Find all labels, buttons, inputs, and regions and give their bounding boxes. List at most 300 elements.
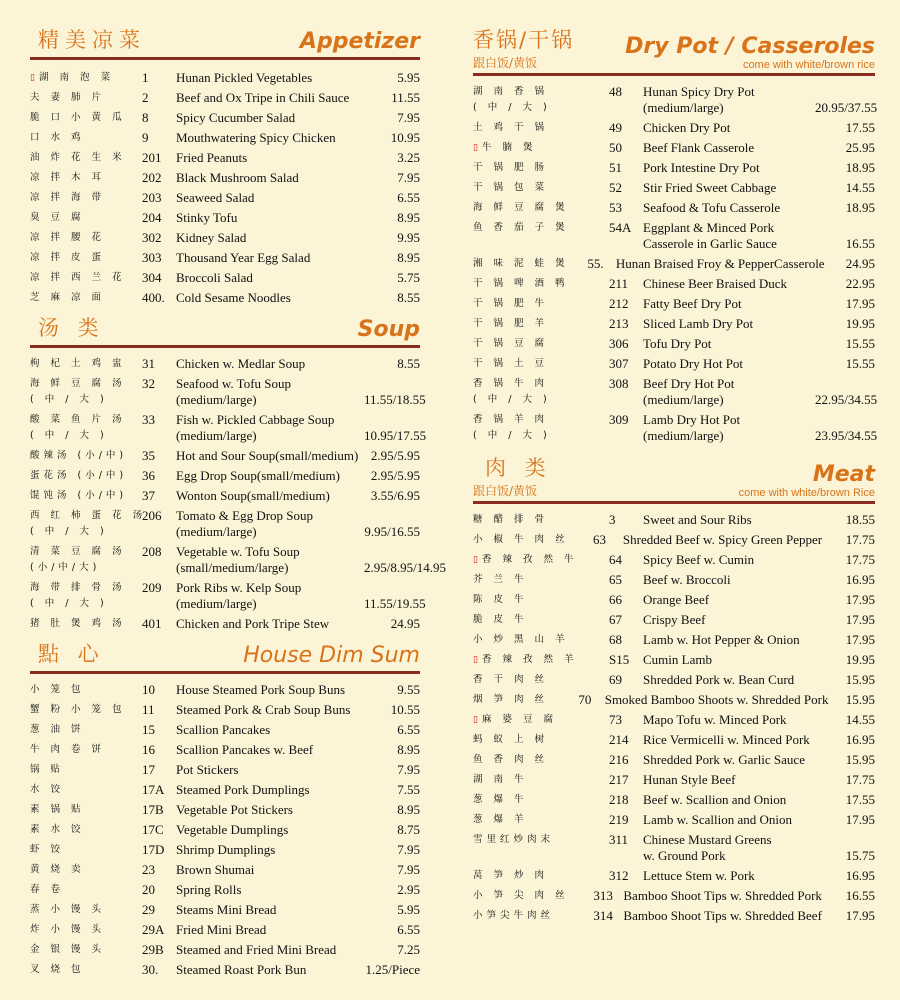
soup-list (30, 354, 446, 634)
menu-item-row (473, 294, 875, 314)
item-chinese-name-text: 枸 杞 土 鸡 盅 (30, 358, 126, 369)
menu-item-row (473, 138, 875, 158)
item-chinese-name-text: 水 饺 (30, 784, 65, 795)
item-chinese-name-text: 夫 妻 肺 片 (30, 92, 106, 103)
item-english-name-text: Sliced Lamb Dry Pot (643, 316, 754, 331)
menu-item-row (473, 82, 878, 118)
item-chinese-name (30, 960, 142, 980)
item-chinese-name (473, 254, 587, 274)
item-english-name-line2: (medium/large) (643, 100, 724, 115)
item-english-name-text: Bamboo Shoot Tips w. Shredded Beef (623, 908, 822, 923)
item-chinese-name-text: 蚂 蚁 上 树 (473, 734, 549, 745)
menu-item-row (30, 466, 420, 486)
item-chinese-name (30, 288, 142, 308)
item-english-name (643, 376, 815, 408)
menu-item-row (473, 810, 875, 830)
item-english-name (643, 510, 815, 530)
menu-item-row (473, 770, 875, 790)
item-chinese-name (30, 354, 142, 374)
item-english-name-text: Spicy Cucumber Salad (176, 110, 296, 125)
item-chinese-name (30, 760, 142, 780)
menu-item-row (30, 248, 420, 268)
item-chinese-name-text: 湖 南 牛 (473, 774, 528, 785)
item-english-name-text: Scallion Pancakes w. Beef (176, 742, 314, 757)
item-english-name (176, 228, 364, 248)
item-number: 214 (609, 732, 629, 747)
item-chinese-name-text: 海 鲜 豆 腐 汤 (30, 378, 126, 389)
item-price: 8.55 (397, 356, 420, 371)
item-chinese-name (473, 710, 609, 730)
item-english-name-text: Eggplant & Minced Pork (643, 220, 775, 235)
item-number: 213 (609, 316, 629, 331)
item-number: 312 (609, 868, 629, 883)
item-english-name (643, 412, 815, 444)
item-english-name-text: Hunan Braised Froy & PepperCasserole (615, 256, 825, 271)
item-english-name-text: Hunan Pickled Vegetables (176, 70, 313, 85)
item-chinese-name (473, 866, 609, 886)
item-price: 9.95/16.55 (364, 524, 420, 539)
menu-item-row (473, 610, 875, 630)
item-chinese-name-text: 叉 烧 包 (30, 964, 85, 975)
item-english-name (176, 800, 364, 820)
item-price: 22.95/34.55 (815, 392, 878, 407)
item-english-name-text: Seafood w. Tofu Soup (176, 376, 292, 391)
item-number: 208 (142, 544, 162, 559)
item-number: 11 (142, 702, 155, 717)
item-english-name-text: Vegetable Pot Stickers (176, 802, 293, 817)
item-chinese-name (473, 832, 609, 848)
drypot-header (473, 24, 875, 71)
item-chinese-name-text: 葱 爆 羊 (473, 814, 528, 825)
item-price: 2.95/5.95 (370, 468, 420, 483)
spicy-marker-icon: ▯ (473, 555, 482, 565)
item-english-name (643, 198, 815, 218)
item-english-name (643, 790, 815, 810)
soup-rule (30, 345, 420, 348)
item-english-name (643, 670, 815, 690)
item-chinese-name (30, 168, 142, 188)
item-chinese-name-text: 鱼 香 肉 丝 (473, 754, 549, 765)
item-price: 7.25 (397, 942, 420, 957)
menu-item-row (30, 68, 420, 88)
item-english-name (176, 614, 364, 634)
item-price: 16.95 (845, 572, 875, 587)
item-english-name (176, 128, 364, 148)
item-price: 6.55 (397, 922, 420, 937)
item-english-name (176, 700, 364, 720)
item-price: 11.55/19.55 (364, 596, 426, 611)
item-english-name (176, 940, 364, 960)
item-number: S15 (609, 652, 630, 667)
item-price: 17.95 (845, 812, 875, 827)
item-chinese-name-text: 炸 小 馒 头 (30, 924, 106, 935)
item-number: 219 (609, 812, 629, 827)
item-chinese-name-text: 凉 拌 海 带 (30, 192, 106, 203)
menu-item-row (473, 158, 875, 178)
soup-title-cn: 汤 类 (38, 316, 105, 340)
item-chinese-name-text: 香 辣 孜 然 羊 (481, 654, 578, 665)
menu-item-row (473, 906, 875, 926)
menu-item-row (30, 168, 420, 188)
item-chinese-name-text: 牛 腩 煲 (481, 142, 537, 153)
item-english-name-text: Seaweed Salad (176, 190, 255, 205)
item-english-name (643, 158, 815, 178)
item-english-name-text: Steamed and Fried Mini Bread (176, 942, 337, 957)
item-chinese-name (473, 510, 609, 530)
menu-item-row (30, 228, 420, 248)
menu-item-row (30, 880, 420, 900)
menu-item-row (473, 334, 875, 354)
item-price: 2.95/8.95/14.95 (364, 560, 446, 575)
item-price: 7.95 (397, 862, 420, 877)
item-chinese-name-text: 蛋花汤 (小/中) (30, 470, 128, 481)
item-english-name-text: Seafood & Tofu Casserole (643, 200, 781, 215)
item-number: 218 (609, 792, 629, 807)
dimsum-title-en: House Dim Sum (243, 643, 420, 668)
menu-item-row (473, 198, 875, 218)
item-price: 17.55 (845, 792, 875, 807)
item-number: 202 (142, 170, 162, 185)
item-english-name-line2: (medium/large) (176, 524, 257, 539)
item-english-name (176, 168, 364, 188)
item-price: 25.95 (845, 140, 875, 155)
item-chinese-name (30, 680, 142, 700)
item-number: 309 (609, 412, 629, 427)
item-english-name (176, 108, 364, 128)
item-price: 17.95 (845, 296, 875, 311)
item-english-name-text: Pork Intestine Dry Pot (643, 160, 760, 175)
drypot-list (473, 82, 878, 446)
item-english-name-line2: (small/medium/large) (176, 560, 289, 575)
item-chinese-name-text: 香 辣 孜 然 牛 (481, 554, 578, 565)
item-chinese-name-text: 陈 皮 牛 (473, 594, 528, 605)
item-chinese-name (473, 886, 593, 906)
item-english-name-text: Chicken Dry Pot (643, 120, 731, 135)
item-english-name-text: Lamb w. Scallion and Onion (643, 812, 792, 827)
item-english-name (643, 314, 815, 334)
item-price: 8.95 (397, 250, 420, 265)
menu-item-row (473, 178, 875, 198)
item-english-name (643, 550, 815, 570)
item-price: 18.95 (845, 200, 875, 215)
item-price: 15.55 (845, 336, 875, 351)
item-english-name (176, 466, 364, 486)
item-english-name-text: Beef w. Scallion and Onion (643, 792, 787, 807)
item-price: 11.55/18.55 (364, 392, 426, 407)
menu-item-row (473, 886, 875, 906)
menu-item-row (473, 730, 875, 750)
item-chinese-name-text: 小笋尖牛肉丝 (473, 910, 555, 921)
item-chinese-size: ( 中 / 大 ) (30, 430, 108, 441)
item-price: 11.55 (391, 90, 420, 105)
item-chinese-size: ( 中 / 大 ) (30, 526, 108, 537)
item-price: 10.55 (390, 702, 420, 717)
item-chinese-name (473, 590, 609, 610)
item-price: 7.95 (397, 170, 420, 185)
item-english-name (176, 900, 364, 920)
appetizer-rule (30, 57, 420, 60)
item-english-name (176, 446, 364, 466)
item-price: 5.95 (397, 902, 420, 917)
item-price: 17.75 (845, 552, 875, 567)
item-price: 16.55 (845, 888, 875, 903)
item-price: 7.55 (397, 782, 420, 797)
item-english-name (643, 810, 815, 830)
menu-item-row (30, 446, 420, 466)
menu-item-row (30, 88, 420, 108)
item-price: 10.95/17.55 (364, 428, 427, 443)
item-chinese-name (473, 570, 609, 590)
item-price: 24.95 (845, 256, 875, 271)
item-chinese-name (473, 274, 609, 294)
item-chinese-name-text: 酸辣汤 (小/中) (30, 450, 128, 461)
item-english-name (176, 840, 364, 860)
item-chinese-name (30, 376, 142, 408)
item-english-name-line2: (medium/large) (643, 428, 724, 443)
item-chinese-name-text: 海 鲜 豆 腐 煲 (473, 202, 569, 213)
item-chinese-name (30, 740, 142, 760)
item-chinese-name-text: 小 笼 包 (30, 684, 85, 695)
item-chinese-name-text: 湘 味 泥 蛙 煲 (473, 258, 569, 269)
item-number: 211 (609, 276, 629, 291)
item-number: 3 (609, 512, 616, 527)
item-price: 17.75 (845, 532, 875, 547)
item-english-name (605, 690, 829, 710)
item-number: 216 (609, 752, 629, 767)
item-english-name-text: Egg Drop Soup(small/medium) (176, 468, 340, 483)
item-chinese-name (30, 412, 142, 444)
item-chinese-name-text: 蟹 粉 小 笼 包 (30, 704, 126, 715)
item-number: 53 (609, 200, 622, 215)
meat-title-en: Meat (812, 462, 875, 487)
item-number: 30. (142, 962, 159, 977)
item-chinese-name (30, 780, 142, 800)
menu-item-row (30, 900, 420, 920)
spicy-marker-icon: ▯ (473, 143, 482, 153)
item-price: 5.95 (397, 70, 420, 85)
item-number: 23 (142, 862, 155, 877)
menu-item-row (473, 354, 875, 374)
menu-item-row (30, 354, 420, 374)
item-number: 63 (592, 532, 606, 547)
item-chinese-name-text: 香 锅 羊 肉 (473, 414, 549, 425)
item-english-name-text: Fried Mini Bread (176, 922, 267, 937)
item-english-name-text: Orange Beef (643, 592, 710, 607)
item-price: 15.95 (845, 672, 875, 687)
item-number: 203 (142, 190, 162, 205)
item-english-name (176, 544, 364, 576)
item-chinese-name (473, 670, 609, 690)
item-chinese-name-text: 凉 拌 木 耳 (30, 172, 106, 183)
menu-item-row (30, 840, 420, 860)
menu-item-row (30, 680, 420, 700)
menu-item-row (473, 374, 878, 410)
item-english-name-text: Stir Fried Sweet Cabbage (643, 180, 777, 195)
item-english-name (643, 730, 815, 750)
item-chinese-size: ( 中 / 大 ) (473, 394, 551, 405)
item-number: 206 (142, 508, 162, 523)
item-price: 6.55 (397, 722, 420, 737)
item-chinese-name-text: 素 锅 贴 (30, 804, 85, 815)
item-number: 29B (142, 942, 164, 957)
item-english-name-line2: Casserole in Garlic Sauce (643, 236, 777, 251)
item-number: 308 (609, 376, 629, 391)
item-english-name-line2: (medium/large) (176, 392, 257, 407)
item-chinese-name-text: 小 椒 牛 肉 丝 (473, 534, 569, 545)
item-chinese-name (30, 700, 142, 720)
item-chinese-name-text: 鱼 香 茄 子 煲 (473, 222, 569, 233)
item-chinese-size: ( 中 / 大 ) (473, 102, 551, 113)
item-chinese-name-text: 糖 醋 排 骨 (473, 514, 549, 525)
item-chinese-name (473, 354, 609, 374)
item-chinese-name (30, 466, 142, 486)
item-english-name (176, 920, 364, 940)
item-chinese-name (473, 690, 578, 710)
item-english-name (643, 590, 815, 610)
item-number: 31 (142, 356, 155, 371)
item-number: 306 (609, 336, 629, 351)
item-price: 17.95 (845, 908, 875, 923)
item-english-name-text: Kidney Salad (176, 230, 247, 245)
item-chinese-name (30, 486, 142, 506)
item-english-name (176, 760, 364, 780)
item-chinese-name-text: 馄饨汤 (小/中) (30, 490, 128, 501)
item-chinese-name-text: 牛 肉 卷 饼 (30, 744, 106, 755)
item-number: 17C (142, 822, 164, 837)
item-english-name (176, 580, 364, 612)
item-english-name (643, 220, 815, 252)
item-price: 15.95 (845, 692, 875, 707)
item-chinese-name (30, 268, 142, 288)
menu-item-row (30, 108, 420, 128)
item-english-name (176, 720, 364, 740)
menu-item-row (473, 630, 875, 650)
dimsum-title-cn: 點 心 (38, 642, 105, 666)
item-number: 69 (609, 672, 622, 687)
item-english-name (176, 288, 364, 308)
menu-item-row (473, 410, 878, 446)
item-chinese-name (30, 228, 142, 248)
appetizer-section (30, 24, 420, 308)
item-chinese-name (30, 128, 142, 148)
item-english-name-text: Lettuce Stem w. Pork (643, 868, 755, 883)
item-chinese-name-text: 蒸 小 馒 头 (30, 904, 106, 915)
item-english-name-line2: (medium/large) (643, 392, 724, 407)
item-english-name-text: Shredded Pork w. Garlic Sauce (643, 752, 805, 767)
meat-list (473, 510, 875, 926)
soup-title-en: Soup (357, 317, 420, 342)
item-number: 49 (609, 120, 622, 135)
item-english-name (176, 960, 364, 980)
item-price: 17.75 (845, 772, 875, 787)
menu-item-row (30, 128, 420, 148)
menu-item-row (473, 118, 875, 138)
item-english-name (643, 138, 815, 158)
menu-item-row (30, 578, 426, 614)
item-english-name-text: Lamb w. Hot Pepper & Onion (643, 632, 800, 647)
item-number: 36 (142, 468, 155, 483)
item-chinese-name-text: 猪 肚 煲 鸡 汤 (30, 618, 126, 629)
item-number: 313 (593, 888, 613, 903)
item-chinese-name-text: 春 卷 (30, 884, 65, 895)
item-number: 52 (609, 180, 622, 195)
menu-item-row (473, 314, 875, 334)
item-number: 33 (142, 412, 155, 427)
menu-item-row (473, 670, 875, 690)
menu-item-row (30, 374, 426, 410)
spicy-marker-icon: ▯ (473, 655, 482, 665)
item-number: 17D (142, 842, 165, 857)
item-price: 19.95 (845, 316, 875, 331)
item-number: 314 (593, 908, 613, 923)
item-english-name-text: Cold Sesame Noodles (176, 290, 291, 305)
menu-item-row (473, 830, 875, 866)
menu-item-row (30, 542, 446, 578)
item-chinese-name-text: 脆 皮 牛 (473, 614, 528, 625)
appetizer-list (30, 68, 420, 308)
item-chinese-name-text: 莴 笋 炒 肉 (473, 870, 549, 881)
spicy-marker-icon: ▯ (473, 715, 482, 725)
item-price: 8.75 (397, 822, 420, 837)
item-number: 64 (609, 552, 622, 567)
item-number: 17 (142, 762, 155, 777)
item-english-name (643, 630, 815, 650)
item-chinese-name (30, 248, 142, 268)
item-chinese-name-text: 金 银 馒 头 (30, 944, 106, 955)
menu-item-row (473, 550, 875, 570)
item-english-name-text: Hot and Sour Soup(small/medium) (176, 448, 359, 463)
drypot-rule (473, 73, 875, 76)
item-number: 29 (142, 902, 155, 917)
item-number: 307 (609, 356, 629, 371)
item-chinese-name (473, 630, 609, 650)
item-chinese-name-text: 香 锅 牛 肉 (473, 378, 549, 389)
item-chinese-name (473, 376, 609, 408)
item-chinese-name (30, 108, 142, 128)
item-chinese-name (473, 650, 609, 670)
menu-item-row (30, 960, 420, 980)
item-price: 15.55 (845, 356, 875, 371)
item-english-name-text: Shrimp Dumplings (176, 842, 276, 857)
item-number: 54A (609, 220, 632, 235)
menu-item-row (473, 530, 875, 550)
menu-item-row (30, 920, 420, 940)
item-english-name (176, 486, 364, 506)
drypot-subtitle-en: come with white/brown rice (742, 59, 875, 71)
item-chinese-name-text: 黄 烧 卖 (30, 864, 85, 875)
menu-item-row (473, 218, 875, 254)
menu-item-row (30, 820, 420, 840)
item-english-name (176, 508, 364, 540)
item-english-name (643, 334, 815, 354)
item-number: 65 (609, 572, 622, 587)
menu-item-row (30, 760, 420, 780)
item-chinese-name (30, 614, 142, 634)
drypot-title-en: Dry Pot / Casseroles (625, 34, 875, 59)
item-number: 68 (609, 632, 622, 647)
item-english-name-text: Bamboo Shoot Tips w. Shredded Pork (623, 888, 822, 903)
menu-item-row (473, 690, 875, 710)
item-english-name (176, 88, 364, 108)
meat-header (473, 452, 875, 499)
item-english-name-text: House Steamed Pork Soup Buns (176, 682, 345, 697)
menu-item-row (30, 614, 420, 634)
item-number: 29A (142, 922, 165, 937)
item-english-name-text: Rice Vermicelli w. Minced Pork (643, 732, 810, 747)
right-column (473, 0, 878, 926)
item-price: 17.95 (845, 632, 875, 647)
item-english-name-text: Tofu Dry Pot (643, 336, 712, 351)
